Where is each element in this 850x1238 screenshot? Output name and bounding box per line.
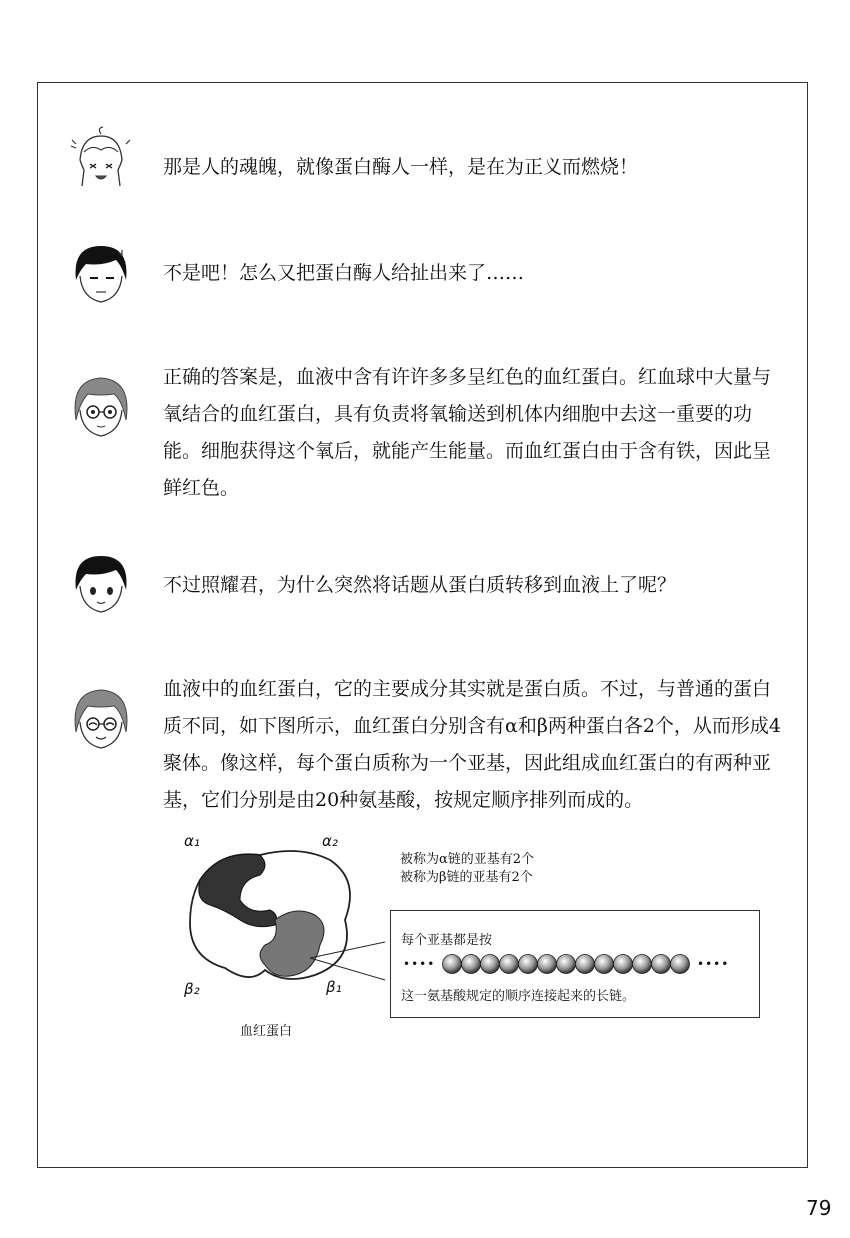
dialogue-line: 不是吧！怎么又把蛋白酶人给扯出来了…… (163, 262, 525, 284)
glasses-girl-icon (66, 370, 136, 440)
beta1-label: β₁ (326, 978, 342, 996)
dialogue-line: 鲜红色。 (163, 477, 240, 499)
dialogue-line: 正确的答案是，血液中含有许许多多呈红色的血红蛋白。红血球中大量与 (163, 366, 772, 388)
dialogue-line: 基，它们分别是由20种氨基酸，按规定顺序排列而成的。 (163, 789, 644, 811)
hemoglobin-diagram (170, 830, 390, 1020)
amino-acid-bead (652, 955, 671, 974)
amino-acid-bead (481, 955, 500, 974)
chain-top-text: 每个亚基都是按 (401, 933, 493, 948)
smiling-boy-icon (66, 548, 136, 618)
amino-acid-bead (576, 955, 595, 974)
glasses-girl-smiling-icon (66, 682, 136, 752)
dialogue-line: 不过照耀君，为什么突然将话题从蛋白质转移到血液上了呢？ (163, 574, 677, 596)
alpha-chain-note: 被称为α链的亚基有2个 (400, 852, 535, 867)
annoyed-boy-icon (66, 238, 136, 308)
alpha1-label: α₁ (184, 832, 200, 850)
amino-acid-bead (671, 955, 690, 974)
amino-acid-bead (500, 955, 519, 974)
amino-acid-bead (443, 955, 462, 974)
amino-acid-bead (595, 955, 614, 974)
chain-bottom-text: 这一氨基酸规定的顺序连接起来的长链。 (401, 989, 636, 1004)
amino-acid-bead (614, 955, 633, 974)
beta2-label: β₂ (184, 980, 200, 998)
dialogue-line: 能。细胞获得这个氧后，就能产生能量。而血红蛋白由于含有铁，因此呈 (163, 440, 772, 462)
chain-dots-left: •••• (403, 957, 436, 971)
dialogue-line: 聚体。像这样，每个蛋白质称为一个亚基，因此组成血红蛋白的有两种亚 (163, 752, 772, 774)
figure-caption: 血红蛋白 (240, 1024, 293, 1039)
amino-acid-chain (441, 953, 691, 975)
amino-acid-chain-box (390, 910, 760, 1018)
dialogue-line: 氧结合的血红蛋白，具有负责将氧输送到机体内细胞中去这一重要的功 (163, 403, 753, 425)
dialogue-line: 那是人的魂魄，就像蛋白酶人一样，是在为正义而燃烧！ (163, 156, 639, 178)
alpha2-label: α₂ (322, 832, 338, 850)
excited-girl-icon (66, 126, 136, 196)
page-number: 79 (806, 1196, 832, 1220)
chain-dots-right: •••• (697, 957, 730, 971)
dialogue-line: 血液中的血红蛋白，它的主要成分其实就是蛋白质。不过，与普通的蛋白 (163, 678, 772, 700)
amino-acid-bead (557, 955, 576, 974)
dialogue-line: 质不同，如下图所示，血红蛋白分别含有α和β两种蛋白各2个，从而形成4 (163, 715, 781, 737)
hemoglobin-figure (170, 830, 770, 1050)
amino-acid-bead (462, 955, 481, 974)
amino-acid-bead (633, 955, 652, 974)
amino-acid-bead (519, 955, 538, 974)
amino-acid-bead (538, 955, 557, 974)
beta-chain-note: 被称为β链的亚基有2个 (400, 870, 533, 885)
